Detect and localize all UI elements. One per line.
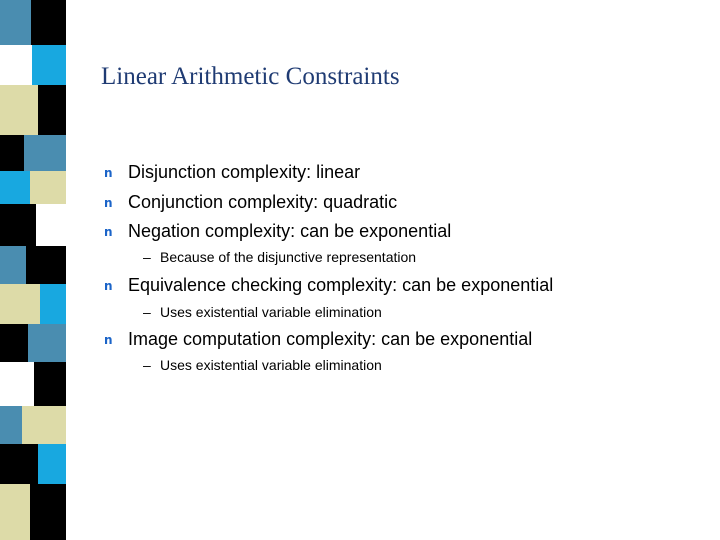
- bullet-text: Conjunction complexity: quadratic: [128, 192, 398, 212]
- slide-title: Linear Arithmetic Constraints: [101, 63, 400, 90]
- bullet-marker-icon: n: [104, 196, 113, 210]
- sub-bullet-text: Uses existential variable elimination: [160, 304, 382, 320]
- bullet-marker-icon: n: [104, 279, 113, 293]
- sub-bullet-text: Because of the disjunctive representation: [160, 249, 417, 265]
- bullet-text: Image computation complexity: can be exponential: [128, 329, 533, 349]
- bullet-text: Equivalence checking complexity: can be exponential: [128, 275, 554, 295]
- bullet-marker-icon: n: [104, 225, 113, 239]
- sub-bullet-text: Uses existential variable elimination: [160, 357, 382, 373]
- sub-bullet-dash: –: [143, 304, 151, 320]
- sub-bullet-dash: –: [143, 357, 151, 373]
- bullet-marker-icon: n: [104, 166, 113, 180]
- bullet-marker-icon: n: [104, 333, 113, 347]
- sub-bullet-dash: –: [143, 249, 151, 265]
- bullet-text: Disjunction complexity: linear: [128, 162, 361, 182]
- bullet-text: Negation complexity: can be exponential: [128, 221, 452, 241]
